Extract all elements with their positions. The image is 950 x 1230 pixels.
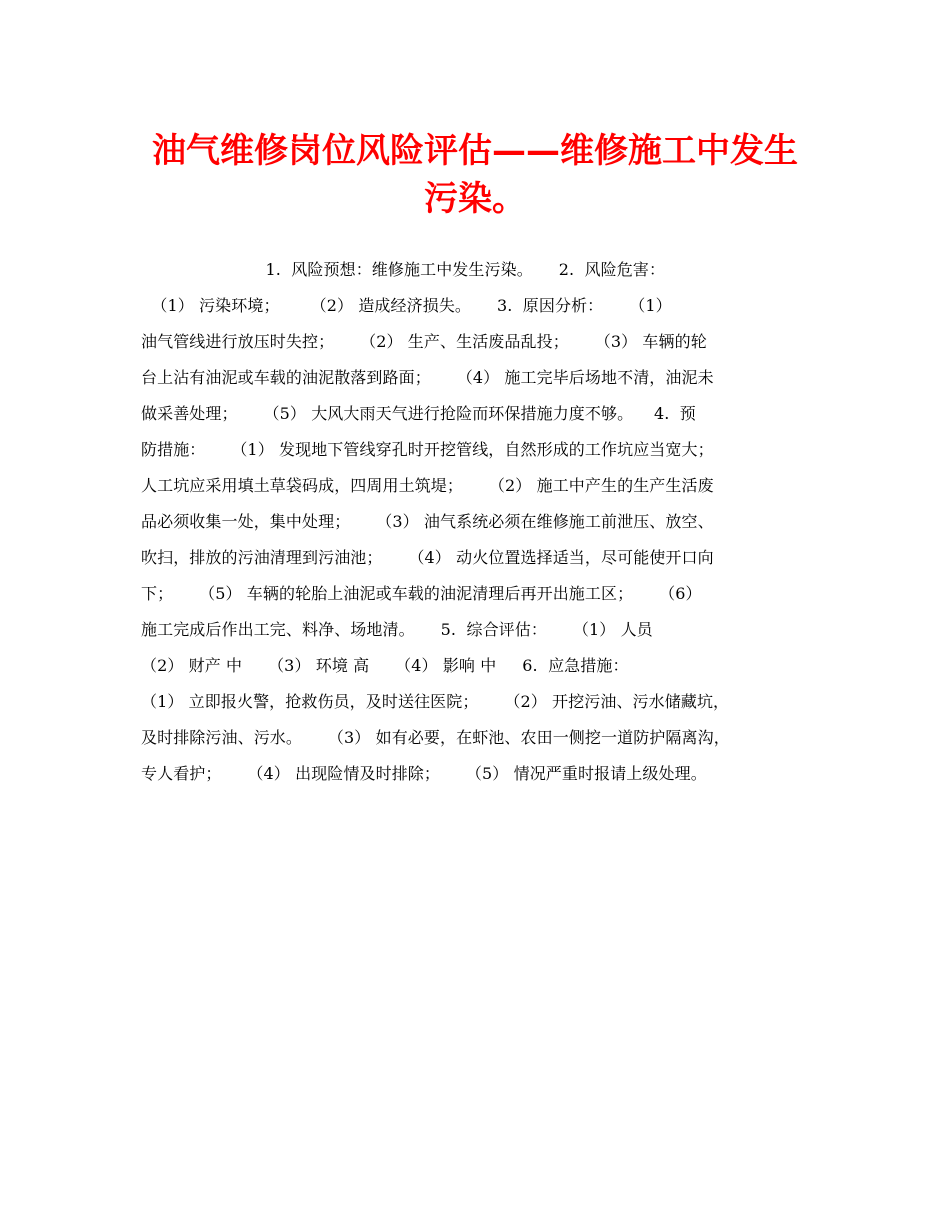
body-line-4: 台上沾有油泥或车载的油泥散落到路面； （4） 施工完毕后场地不清，油泥未 — [141, 368, 714, 387]
body-line-11: 施工完成后作出工完、料净、场地清。 5. 综合评估： （1） 人员 — [141, 620, 653, 639]
body-line-9: 吹扫，排放的污油清理到污油池； （4） 动火位置选择适当，尽可能使开口向 — [141, 548, 714, 567]
document-title-line-2: 污染。 — [424, 179, 526, 219]
body-line-2: （1） 污染环境； （2） 造成经济损失。 3. 原因分析： （1） — [141, 296, 672, 315]
body-line-3: 油气管线进行放压时失控； （2） 生产、生活废品乱投； （3） 车辆的轮 — [141, 332, 707, 351]
body-line-1: 1. 风险预想：维修施工中发生污染。 2. 风险危害： — [141, 260, 666, 279]
document-title-line-1: 油气维修岗位风险评估——维修施工中发生 — [152, 131, 798, 171]
body-line-5: 做采善处理； （5） 大风大雨天气进行抢险而环保措施力度不够。 4. 预 — [141, 404, 696, 423]
body-line-13: （1） 立即报火警，抢救伤员，及时送往医院； （2） 开挖污油、污水储藏坑， — [141, 692, 730, 711]
body-line-12: （2） 财产 中 （3） 环境 高 （4） 影响 中 6. 应急措施： — [141, 656, 629, 675]
body-line-8: 品必须收集一处，集中处理； （3） 油气系统必须在维修施工前泄压、放空、 — [141, 512, 714, 531]
body-line-6: 防措施： （1） 发现地下管线穿孔时开挖管线，自然形成的工作坑应当宽大； — [141, 440, 714, 459]
body-line-7: 人工坑应采用填土草袋码成，四周用土筑堤； （2） 施工中产生的生产生活废 — [141, 476, 714, 495]
body-line-14: 及时排除污油、污水。 （3） 如有必要，在虾池、农田一侧挖一道防护隔离沟， — [141, 728, 730, 747]
body-line-10: 下； （5） 车辆的轮胎上油泥或车载的油泥清理后再开出施工区； （6） — [141, 584, 702, 603]
body-line-15: 专人看护； （4） 出现险情及时排除； （5） 情况严重时报请上级处理。 — [141, 764, 707, 783]
